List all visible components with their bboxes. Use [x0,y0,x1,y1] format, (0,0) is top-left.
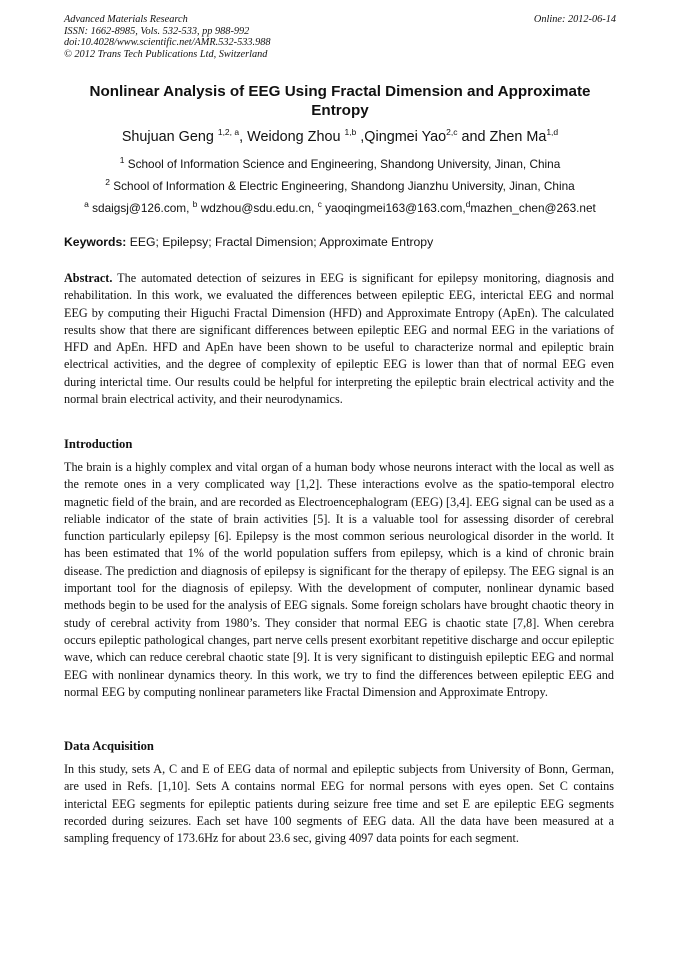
keywords-text: EEG; Epilepsy; Fractal Dimension; Approximate Entropy [129,235,434,249]
author-affiliation-marker: 1,2, a [217,127,240,137]
paper-title: Nonlinear Analysis of EEG Using Fractal Dimension and Approximate Entropy [89,83,591,119]
doi-line: doi:10.4028/www.scientific.net/AMR.532-533.988 [64,37,271,48]
author-affiliation-marker: 1,b [344,127,357,137]
affiliation-text: School of Information Science and Engineering, Shandong University, Jinan, China [127,157,561,171]
email-marker: a [84,199,89,209]
author-name: Zhen Ma [489,129,547,145]
section-heading-introduction: Introduction [64,437,133,451]
abstract-paragraph [64,270,614,408]
affiliation-text: School of Information & Electric Engineering, Shandong Jianzhu University, Jinan, China [113,179,575,193]
abstract-label: Abstract. [64,271,113,285]
email-marker: c [317,199,322,209]
author-name: Weidong Zhou [247,129,341,145]
abstract-text: The automated detection of seizures in EEG is significant for epilepsy monitoring, diagnosis and rehabilitation. In this work, we evaluated the differences between epileptic EEG, interictal EEG and normal EEG by computing their Higuchi Fractal Dimension (HFD) and Approximate Entropy (ApEn). The calculated results show that there are significant differences between epileptic EEG and normal EEG in the variations of HFD and ApEn. HFD and ApEn have been shown to be useful to characterize normal and epileptic brain electrical activities, and the degree of complexity of epileptic EEG is lower than that of normal EEG even during interictal time. Our results could be helpful for interpreting the epileptic brain electrical activity and the normal brain electrical activity, and their neurodynamics. [64,271,614,407]
email-address: sdaigsj@126.com, [92,201,190,215]
email-marker: b [192,199,198,209]
author-emails [64,201,616,215]
journal-name: Advanced Materials Research [64,14,188,25]
author-affiliation-marker: 1,d [546,127,559,137]
author-name: Shujuan Geng [121,129,214,145]
section-heading-data-acquisition: Data Acquisition [64,739,154,753]
email-marker: d [465,199,471,209]
keywords-label: Keywords: [64,235,127,249]
keywords-line [64,235,616,249]
online-date: Online: 2012-06-14 [533,14,616,25]
affiliation-1 [64,157,616,171]
copyright-line: © 2012 Trans Tech Publications Ltd, Switzerland [64,48,268,60]
email-address: yaoqingmei163@163.com, [325,201,466,215]
affiliation-number: 2 [105,177,110,187]
issn-line: ISSN: 1662-8985, Vols. 532-533, pp 988-992 [64,25,250,37]
author-affiliation-marker: 2,c [446,127,458,137]
data-acquisition-paragraph: In this study, sets A, C and E of EEG data of normal and epileptic subjects from University of Bonn, German, are used in Refs. [1,10]. Sets A contains normal EEG for normal persons with eyes open. Set C contains interictal EEG segments for epileptic patients during seizure free time and set E are epileptic EEG segments recorded during seizures. Each set have 100 segments of EEG data. All the data have been measured at a sampling frequency of 173.6Hz for about 23.6 sec, giving 4097 data points for each segment. [64,762,614,846]
email-address: mazhen_chen@263.net [470,201,596,215]
author-name: Qingmei Yao [364,129,447,145]
affiliation-number: 1 [119,155,125,165]
introduction-paragraph: The brain is a highly complex and vital organ of a human body whose neurons interact with the local as well as the remote ones in a very complicated way [1,2]. These interactions evolve as the spatio-temporal electro magnetic field of the brain, and are recorded as Electroencephalogram (EEG) [3,4]. EEG signal can be used as a reliable indicator of the state of brain activities [5]. It is a valuable tool for assessing disorder of cerebral function particularly epilepsy [6]. Epilepsy is the most common serious neurological disorder in the world. It has been estimated that 1% of the world population suffers from epilepsy, which is a kind of chronic brain disease. The prediction and diagnosis of epilepsy is significant for the therapy of epilepsy. The EEG signal is an important tool for the diagnosis of epilepsy. With the development of computer, nonlinear dynamic based methods begin to be used for the analysis of EEG signals. Some foreign scholars have brought chaotic theory in study of cerebral activity from 1980’s. They consider that normal EEG is chaotic state [7,8]. When cerebra occurs epileptic pathological changes, part nerve cells present exorbitant repetitive discharge and occur epileptic wave, which can reduce cerebral chaotic state [9]. It is very significant to distinguish epileptic EEG and normal EEG with nonlinear dynamics theory. In this work, we try to find the differences between epileptic EEG and normal EEG by computing nonlinear parameters like Fractal Dimension and Approximate Entropy. [64,460,614,699]
author-list: Shujuan Geng $^{1,2, a}$, Weidong Zhou $^{1,b}$ ,Qingmei Yao$^{2,c}$ and Zhen Ma$^{1,d}$ [121,127,559,145]
affiliation-2 [64,179,616,193]
journal-header [64,14,616,60]
email-address: wdzhou@sdu.edu.cn, [200,201,315,215]
